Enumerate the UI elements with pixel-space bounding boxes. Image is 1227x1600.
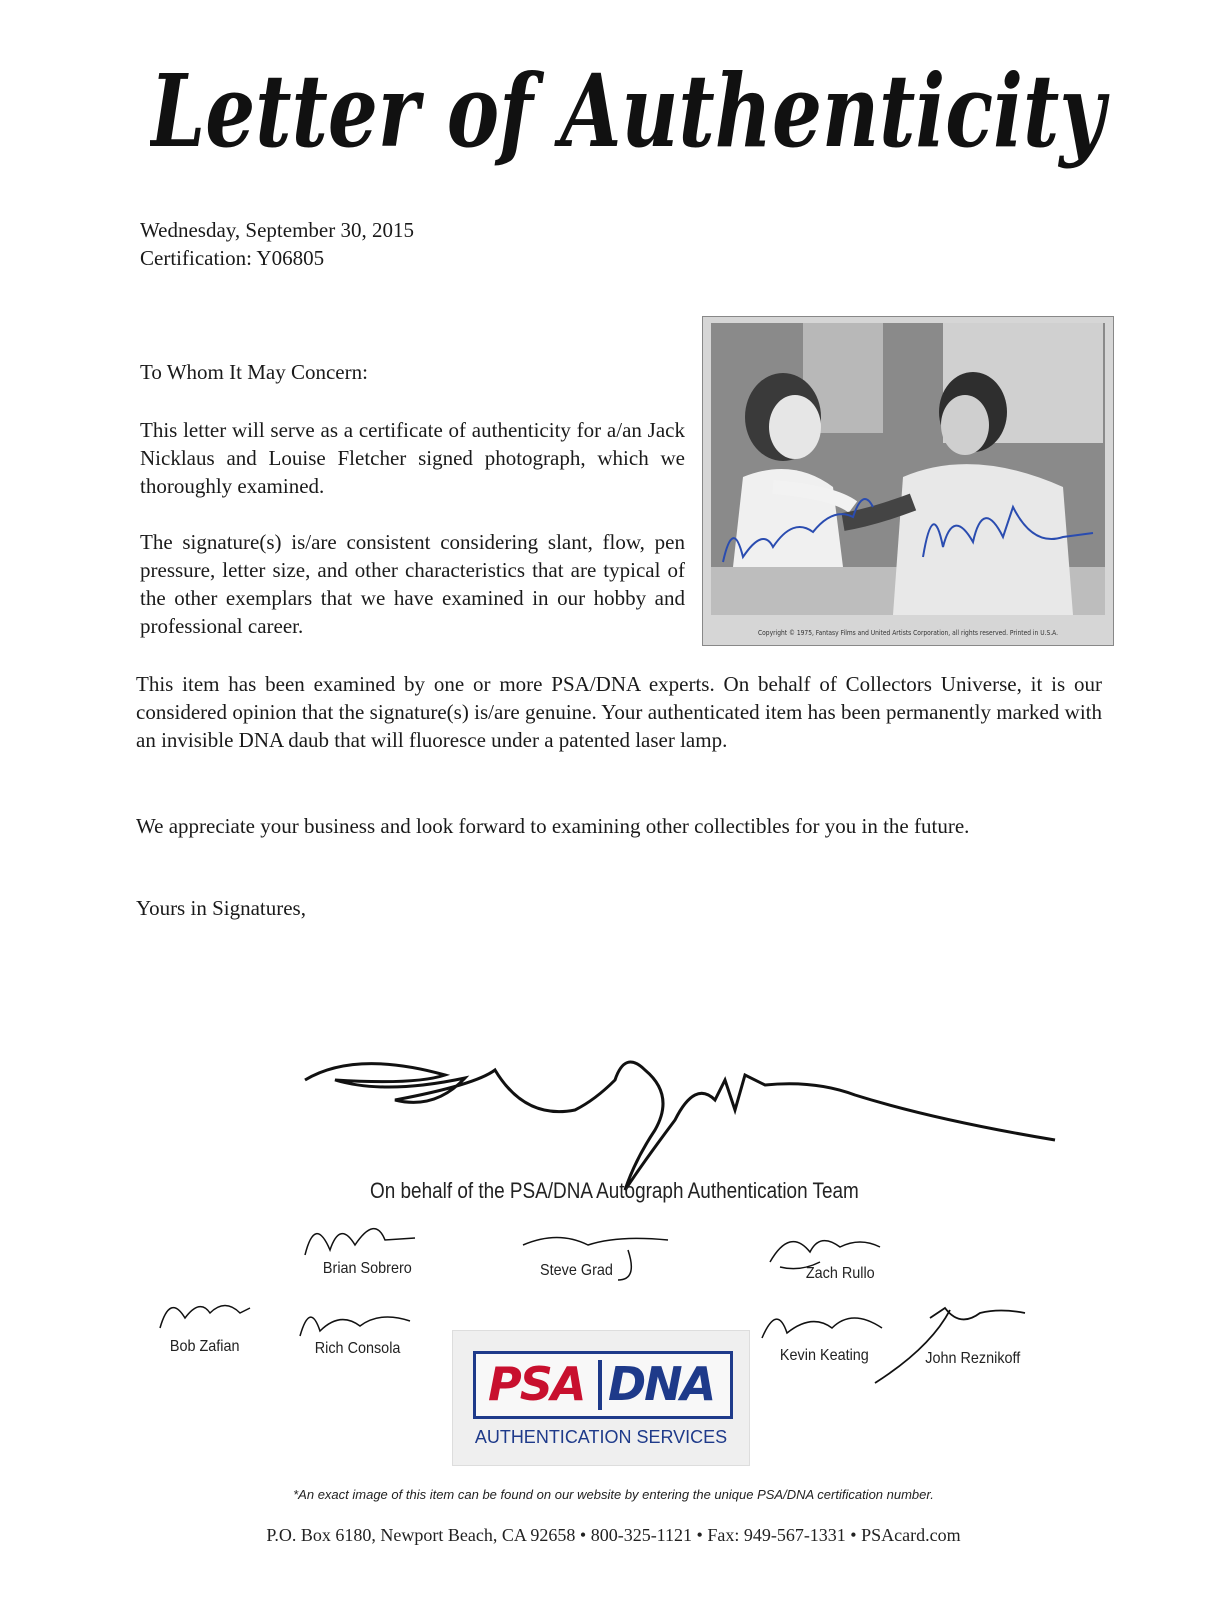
signer-name: Zach Rullo <box>805 1265 875 1282</box>
certification-number: Certification: Y06805 <box>140 246 325 270</box>
signer-name: Bob Zafian <box>169 1338 240 1355</box>
signature-rich-consola <box>290 1296 420 1346</box>
paragraph-examination: This item has been examined by one or more PSA/DNA experts. On behalf of Collectors Universe, it is our considered opinion that the signature(s) is/are genuine. Your authenticated item has been permanently marked with an invisible DNA daub that will fluoresce under a patented laser lamp. <box>136 672 1102 752</box>
psa-dna-logo <box>452 1330 750 1466</box>
logo-psa: PSA <box>488 1357 585 1411</box>
signer-name: John Reznikoff <box>925 1350 1021 1367</box>
logo-divider <box>598 1360 602 1410</box>
signed-photograph <box>702 316 1114 646</box>
closing-line: Yours in Signatures, <box>136 896 306 920</box>
letter-header <box>140 216 414 272</box>
logo-frame <box>473 1351 733 1419</box>
paragraph-appreciation: We appreciate your business and look forward to examining other collectibles for you in the future. <box>136 814 970 838</box>
greeting: To Whom It May Concern: <box>140 360 368 384</box>
signature-bob-zafian <box>150 1288 260 1338</box>
paragraph-certificate: This letter will serve as a certificate of authenticity for a/an Jack Nicklaus and Louise Fletcher signed photograph, which we thoroughly examined. <box>140 418 685 498</box>
letter-date: Wednesday, September 30, 2015 <box>140 218 414 242</box>
footnote: *An exact image of this item can be found on our website by entering the unique PSA/DNA certification number. <box>293 1487 934 1502</box>
footer-address: P.O. Box 6180, Newport Beach, CA 92658 • 800-325-1121 • Fax: 949-567-1331 • PSAcard.com <box>266 1525 961 1545</box>
signer-name: Kevin Keating <box>779 1347 869 1364</box>
team-line: On behalf of the PSA/DNA Autograph Authentication Team <box>370 1178 859 1203</box>
team-signature <box>295 1040 1085 1200</box>
paragraph-consistency: The signature(s) is/are consistent considering slant, flow, pen pressure, letter size, and other characteristics that are typical of the other exemplars that we have examined in our hobby and professional career. <box>140 530 685 638</box>
signature-john-reznikoff <box>870 1298 1040 1388</box>
signer-name: Steve Grad <box>540 1262 613 1279</box>
letter-title <box>150 28 1110 188</box>
signer-name: Brian Sobrero <box>322 1260 412 1277</box>
logo-subtitle: AUTHENTICATION SERVICES <box>474 1427 728 1447</box>
photo-caption: Copyright © 1975, Fantasy Films and United Artists Corporation, all rights reserved. Printed in U.S.A. <box>758 629 1058 637</box>
letter-title-text: Letter of Authenticity <box>150 52 1110 170</box>
signer-name: Rich Consola <box>314 1340 401 1357</box>
logo-dna: DNA <box>608 1357 715 1411</box>
